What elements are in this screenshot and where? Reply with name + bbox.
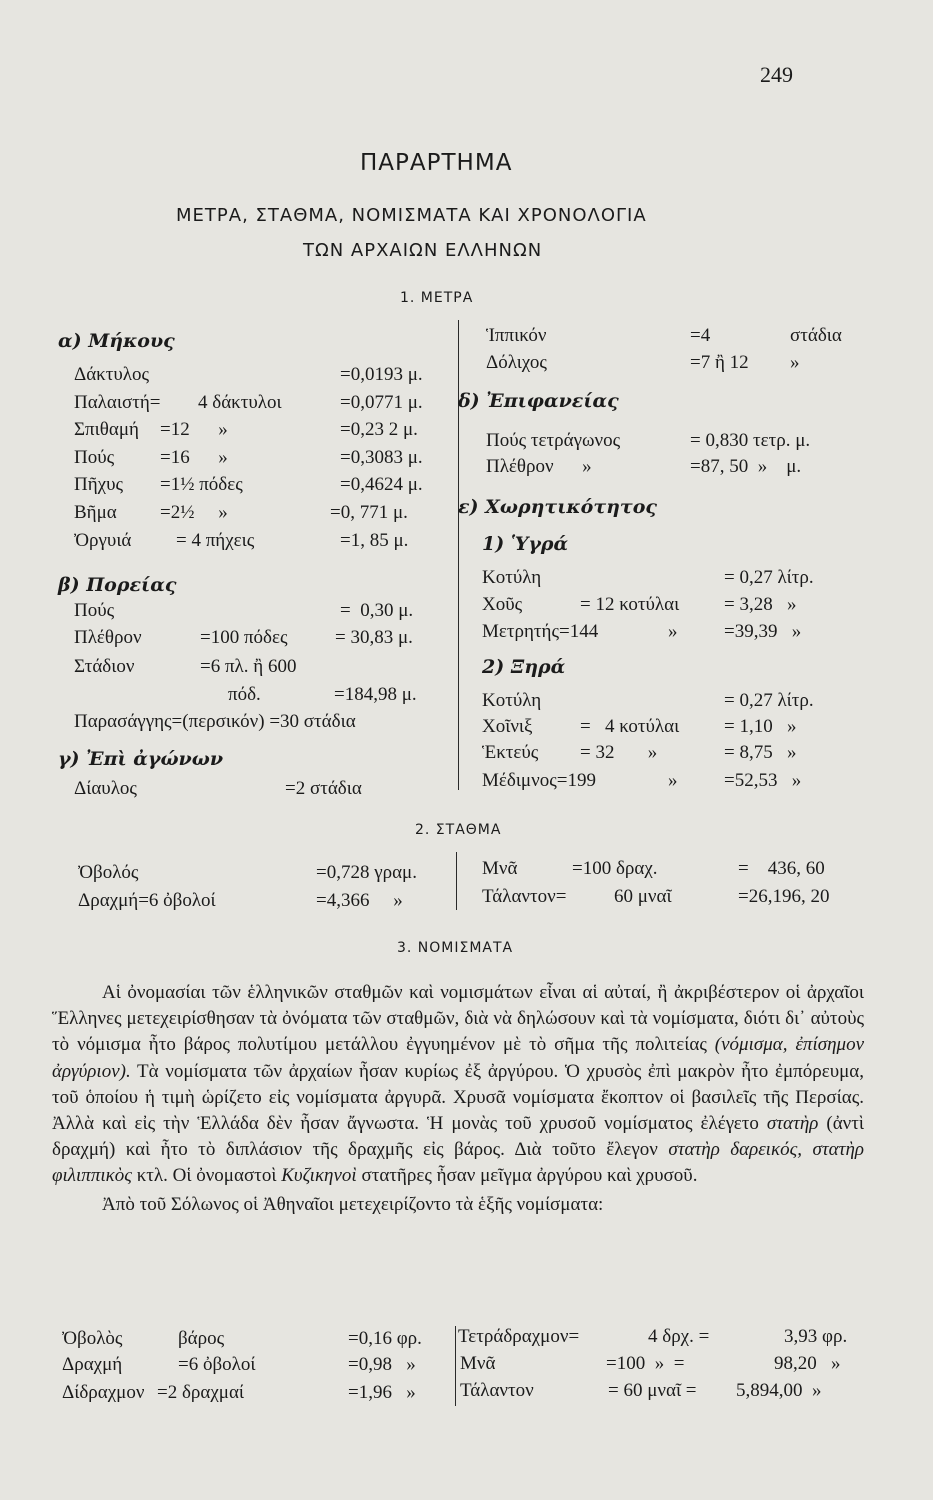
measure-definition: » xyxy=(668,621,678,642)
page-number: 249 xyxy=(760,62,793,87)
coin-definition: 4 δρχ. = xyxy=(648,1326,710,1347)
measure-definition: =16 » xyxy=(160,447,228,468)
paragraph-text: κτλ. Οἱ ὀνομαστοὶ xyxy=(131,1165,282,1187)
measure-value: = 0,27 λίτρ. xyxy=(724,567,814,588)
measure-value: = 0,27 λίτρ. xyxy=(724,690,814,711)
measure-definition: =6 πλ. ἢ 600 xyxy=(200,656,297,677)
measure-definition: πόδ. xyxy=(228,684,261,705)
column-divider xyxy=(455,1326,456,1406)
measure-name: Πούς xyxy=(74,600,115,621)
distance-heading: β) Πορείας xyxy=(58,574,177,596)
measure-name: Ἱππικόν xyxy=(486,325,547,346)
measure-definition: » xyxy=(668,770,678,791)
paragraph-text: Τὰ νομίσματα τῶν ἀρχαίων ἦσαν κυρίως ἐξ ἀργύρου. Ὁ χρυσὸς ἐπὶ μακρὸν ἦτο ἐμπόρευμα, τοῦ ὁποίου ἡ τιμὴ ὡρίζετο εἰς νομίσματα ἀργυρᾶ. Χρυσᾶ νομίσματα ἔκοπτον οἱ βασιλεῖς τῆς Περσίας. Ἀλλὰ καὶ εἰς τὴν Ἑλλάδα δὲν ἦσαν ἄγνωστα. Ἡ μονὰς τοῦ χρυσοῦ νομίσματος ἐλέγετο xyxy=(52,1060,864,1135)
measure-name: Χοῦς xyxy=(482,594,523,615)
measure-name: Δίαυλος xyxy=(74,778,137,799)
weight-name: Τάλαντον= xyxy=(482,886,567,907)
weight-name: Μνᾶ xyxy=(482,858,518,879)
paragraph-text: (ἀντὶ δραχμή) καὶ ἦτο τὸ διπλάσιον τῆς δραχμῆς εἰς βάρος. Διὰ τοῦτο ἔλεγον xyxy=(52,1113,865,1161)
coin-name: Τετράδραχμον= xyxy=(458,1326,580,1347)
paragraph-text: Αἱ ὀνομασίαι τῶν ἑλληνικῶν σταθμῶν καὶ νομισμάτων εἶναι αἱ αὐταί, ἢ ἀκριβέστερον οἱ ἀρχαῖοι Ἕλληνες μετεχειρίσθησαν τὰ ὀνόματα τῶν σταθμῶν, διὰ νὰ δηλώσουν καὶ τὰ νομίσματα, διότι δι᾽ αὐτοὺς τὸ νόμισμα ἦτο βάρος πολυτίμου μετάλλου ἐγγυημένον μὲ τὸ σῆμα τῆς πολιτείας xyxy=(52,982,864,1056)
measure-definition: = 4 κοτύλαι xyxy=(580,716,680,737)
measure-definition: =1½ πόδες xyxy=(160,474,243,495)
dry-heading: 2) Ξηρά xyxy=(482,656,566,678)
measure-value: =0, 771 μ. xyxy=(330,502,408,523)
measure-name: Παλαιστή= xyxy=(74,392,161,413)
measure-definition: 4 δάκτυλοι xyxy=(198,392,282,413)
measure-value: =0,0771 μ. xyxy=(340,392,423,413)
measure-definition: =12 » xyxy=(160,419,228,440)
coin-name: Δραχμή xyxy=(62,1354,123,1375)
measure-value: =87, 50 » μ. xyxy=(690,456,802,477)
measure-definition: =2½ » xyxy=(160,502,228,523)
measure-value: =2 στάδια xyxy=(285,778,362,799)
measure-value: = 8,75 » xyxy=(724,742,797,763)
paragraph-text: στατῆρες ἦσαν μεῖγμα ἀργύρου καὶ χρυσοῦ. xyxy=(356,1165,698,1187)
parasang-row: Παρασάγγης=(περσικόν) =30 στάδια xyxy=(74,711,356,732)
measure-name: Πῆχυς xyxy=(74,474,124,495)
liquids-heading: 1) Ὑγρά xyxy=(482,533,569,555)
measure-definition: = 12 κοτύλαι xyxy=(580,594,680,615)
measure-value: =1, 85 μ. xyxy=(340,530,409,551)
measure-value: = 3,28 » xyxy=(724,594,797,615)
measure-value: = 1,10 » xyxy=(724,716,797,737)
measure-name: Βῆμα xyxy=(74,502,117,523)
measure-name: Κοτύλη xyxy=(482,690,542,711)
contests-heading: γ) Ἐπὶ ἀγώνων xyxy=(58,748,224,770)
weight-definition: 60 μναῖ xyxy=(614,886,672,907)
measure-name: Πούς xyxy=(74,447,115,468)
measure-value: =4 xyxy=(690,325,711,346)
paragraph-emphasis: (νόμισμα, ἐπίσημον ἀργύριον). xyxy=(52,1034,864,1082)
measure-name: Στάδιον xyxy=(74,656,135,677)
coin-value: =1,96 » xyxy=(348,1382,416,1403)
coin-name: Ὀβολὸς xyxy=(62,1328,123,1349)
coin-value: 3,93 φρ. xyxy=(784,1326,848,1347)
subtitle-line-1: ΜΕΤΡΑ, ΣΤΑΘΜΑ, ΝΟΜΙΣΜΑΤΑ ΚΑΙ ΧΡΟΝΟΛΟΓΙΑ xyxy=(176,205,647,226)
measure-value: =0,0193 μ. xyxy=(340,364,423,385)
coin-definition: = 60 μναῖ = xyxy=(608,1380,697,1401)
measure-definition: = 4 πήχεις xyxy=(176,530,255,551)
coin-definition: =100 » = xyxy=(606,1353,685,1374)
coin-name: Τάλαντον xyxy=(460,1380,534,1401)
measure-name: Χοῖνιξ xyxy=(482,716,533,737)
weight-name: Δραχμή=6 ὀβολοί xyxy=(78,890,216,911)
area-heading: δ) Ἐπιφανείας xyxy=(458,390,619,412)
solon-paragraph: Ἀπὸ τοῦ Σόλωνος οἱ Ἀθηναῖοι μετεχειρίζοντο τὰ ἑξῆς νομίσματα: xyxy=(102,1193,604,1215)
measure-value: =7 ἢ 12 xyxy=(690,352,749,373)
measure-name: Μέδιμνος=199 xyxy=(482,770,596,791)
column-divider xyxy=(456,852,457,910)
subtitle-line-2: ΤΩΝ ΑΡΧΑΙΩΝ ΕΛΛΗΝΩΝ xyxy=(303,240,543,261)
weight-value: =4,366 » xyxy=(316,890,403,911)
measure-name: Σπιθαμή xyxy=(74,419,139,440)
measure-value: =0,3083 μ. xyxy=(340,447,423,468)
measure-name: Πλέθρον » xyxy=(486,456,592,477)
length-heading: α) Μήκους xyxy=(58,330,175,352)
measure-name: Δόλιχος xyxy=(486,352,547,373)
weight-name: Ὀβολός xyxy=(78,862,139,883)
measure-value: =52,53 » xyxy=(724,770,802,791)
paragraph-emphasis: στατὴρ xyxy=(766,1113,819,1135)
measure-name: Μετρητής=144 xyxy=(482,621,599,642)
capacity-heading: ε) Χωρητικότητος xyxy=(458,496,657,518)
measure-name: Ὀργυιά xyxy=(74,530,132,551)
page-title: ΠΑΡΑΡΤΗΜΑ xyxy=(360,150,513,176)
weight-value: = 436, 60 xyxy=(738,858,825,879)
coins-paragraph xyxy=(52,980,864,1218)
measure-value: = 0,830 τετρ. μ. xyxy=(690,430,811,451)
measure-unit: στάδια xyxy=(790,325,842,346)
measure-value: =184,98 μ. xyxy=(334,684,417,705)
weight-value: =0,728 γραμ. xyxy=(316,862,417,883)
coin-value: 98,20 » xyxy=(774,1353,841,1374)
coin-definition: βάρος xyxy=(178,1328,225,1349)
section-2-heading: 2. ΣΤΑΘΜΑ xyxy=(415,822,502,838)
paragraph-emphasis: στατὴρ δαρεικός, στατὴρ φιλιππικὸς xyxy=(52,1139,864,1187)
coin-definition: =2 δραχμαί xyxy=(157,1382,245,1403)
measure-value: =0,23 2 μ. xyxy=(340,419,418,440)
measure-definition: =100 πόδες xyxy=(200,627,288,648)
coin-name: Δίδραχμον xyxy=(62,1382,145,1403)
measure-value: = 30,83 μ. xyxy=(335,627,413,648)
coin-name: Μνᾶ xyxy=(460,1353,496,1374)
measure-name: Πλέθρον xyxy=(74,627,142,648)
section-1-heading: 1. ΜΕΤΡΑ xyxy=(400,290,474,306)
coin-value: =0,16 φρ. xyxy=(348,1328,422,1349)
measure-name: Πούς τετράγωνος xyxy=(486,430,621,451)
weight-value: =26,196, 20 xyxy=(738,886,830,907)
measure-name: Κοτύλη xyxy=(482,567,542,588)
measure-definition: = 32 » xyxy=(580,742,658,763)
coin-definition: =6 ὀβολοί xyxy=(178,1354,256,1375)
section-3-heading: 3. ΝΟΜΙΣΜΑΤΑ xyxy=(397,940,514,956)
measure-value: =0,4624 μ. xyxy=(340,474,423,495)
measure-value: = 0,30 μ. xyxy=(340,600,414,621)
measure-name: Δάκτυλος xyxy=(74,364,150,385)
measure-name: Ἑκτεύς xyxy=(482,742,539,763)
paragraph-emphasis: Κυζικηνοὶ xyxy=(281,1165,357,1187)
measure-unit: » xyxy=(790,352,800,373)
weight-definition: =100 δραχ. xyxy=(572,858,658,879)
coin-value: =0,98 » xyxy=(348,1354,416,1375)
coin-value: 5,894,00 » xyxy=(736,1380,822,1401)
measure-value: =39,39 » xyxy=(724,621,802,642)
